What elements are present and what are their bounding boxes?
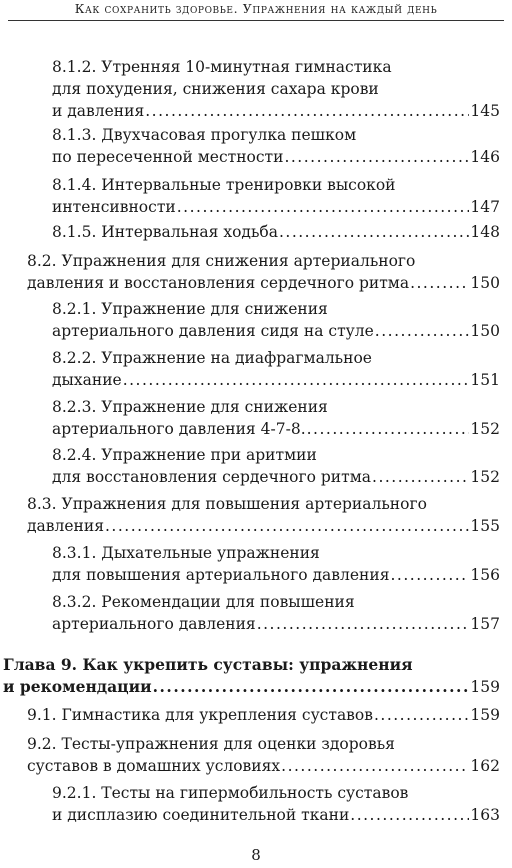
- leader-dots: [390, 564, 469, 586]
- running-header: [0, 0, 512, 22]
- toc-page-number: 151: [470, 371, 500, 389]
- toc-entry-8-1-3[interactable]: [52, 124, 500, 168]
- toc-page-number: 148: [470, 223, 500, 241]
- leader-dots: [307, 418, 470, 440]
- chapter-heading: Глава 9. Как укрепить суставы: упражнения: [3, 655, 413, 674]
- leader-dots: [153, 676, 470, 698]
- toc-entry-8-2-4[interactable]: [52, 444, 500, 488]
- toc-entry-8-1-2[interactable]: [52, 56, 500, 122]
- toc-entry-8-2-1[interactable]: [52, 298, 500, 342]
- toc-entry-text: артериального давления: [52, 615, 256, 633]
- header-divider: [8, 20, 504, 21]
- toc-entry-text: артериального давления 4-7-8.: [52, 420, 306, 438]
- toc-page-number: 157: [470, 615, 500, 633]
- toc-page-number: 162: [470, 757, 500, 775]
- toc-entry-text: давления и восстановления сердечного ритма: [27, 274, 410, 292]
- toc-page-number: 159: [470, 678, 500, 696]
- page-number: 8: [251, 846, 261, 864]
- toc-page-number: 152: [470, 468, 500, 486]
- toc-entry-text: 9.1. Гимнастика для укрепления суставов: [27, 706, 373, 724]
- toc-entry-text: интенсивности: [52, 198, 176, 216]
- chapter-heading: и рекомендации: [3, 677, 152, 696]
- toc-page-number: 163: [470, 806, 500, 824]
- toc-entry-text: 8.2.4. Упражнение при аритмии: [52, 446, 317, 464]
- toc-entry-8-3-2[interactable]: [52, 591, 500, 635]
- toc-page-number: 147: [470, 198, 500, 216]
- toc-entry-text: и дисплазию соединительной ткани: [52, 806, 350, 824]
- toc-entry-text: для восстановления сердечного ритма: [52, 468, 372, 486]
- leader-dots: [105, 515, 469, 537]
- leader-dots: [375, 320, 470, 342]
- running-title: Как сохранить здоровье. Упражнения на каждый день: [74, 1, 438, 16]
- toc-entry-text: по пересеченной местности: [52, 148, 284, 166]
- toc-page-number: 159: [470, 706, 500, 724]
- toc-entry-text: 8.2.2. Упражнение на диафрагмальное: [52, 349, 372, 367]
- toc-page-number: 156: [470, 566, 500, 584]
- toc-page-number: 146: [470, 148, 500, 166]
- toc-entry-text: 8.3. Упражнения для повышения артериального: [27, 495, 427, 513]
- toc-entry-text: артериального давления сидя на стуле: [52, 322, 374, 340]
- toc-entry-text: 9.2.1. Тесты на гипермобильность суставов: [52, 784, 409, 802]
- toc-entry-8-1-4[interactable]: [52, 174, 500, 218]
- toc-entry-8-3[interactable]: [27, 493, 500, 537]
- toc-page-number: 150: [470, 322, 500, 340]
- toc-entry-text: 8.2.1. Упражнение для снижения: [52, 300, 328, 318]
- toc-entry-9-1[interactable]: [27, 704, 500, 726]
- toc-entry-8-2-2[interactable]: [52, 347, 500, 391]
- toc-entry-text: 8.3.2. Рекомендации для повышения: [52, 593, 355, 611]
- leader-dots: [374, 704, 469, 726]
- toc-entry-8-1-5[interactable]: [52, 221, 500, 243]
- toc-entry-text: 8.1.5. Интервальная ходьба: [52, 223, 278, 241]
- toc-entry-text: 8.1.2. Утренняя 10-минутная гимнастика: [52, 58, 392, 76]
- toc-entry-text: 8.1.4. Интервальные тренировки высокой: [52, 176, 396, 194]
- toc-page-number: 152: [470, 420, 500, 438]
- toc-entry-text: 8.1.3. Двухчасовая прогулка пешком: [52, 126, 357, 144]
- toc-entry-9-2[interactable]: [27, 733, 500, 777]
- leader-dots: [257, 613, 470, 635]
- toc-entry-9-2-1[interactable]: [52, 782, 500, 826]
- toc-page-number: 155: [470, 517, 500, 535]
- leader-dots: [279, 221, 469, 243]
- leader-dots: [281, 755, 469, 777]
- toc-entry-8-2[interactable]: [27, 250, 500, 294]
- leader-dots: [145, 100, 469, 122]
- toc-entry-8-3-1[interactable]: [52, 542, 500, 586]
- toc-entry-text: 9.2. Тесты-упражнения для оценки здоровья: [27, 735, 395, 753]
- toc-entry-text: 8.3.1. Дыхательные упражнения: [52, 544, 320, 562]
- leader-dots: [123, 369, 470, 391]
- toc-entry-text: давления: [27, 517, 104, 535]
- toc-chapter-9[interactable]: [3, 654, 500, 698]
- toc-entry-text: и давления: [52, 102, 145, 120]
- toc-entry-text: для повышения артериального давления: [52, 566, 390, 584]
- toc-entry-text: 8.2. Упражнения для снижения артериального: [27, 252, 416, 270]
- toc-entry-text: 8.2.3. Упражнение для снижения: [52, 398, 328, 416]
- leader-dots: [410, 272, 469, 294]
- leader-dots: [350, 804, 469, 826]
- leader-dots: [284, 146, 469, 168]
- leader-dots: [177, 196, 470, 218]
- toc-entry-8-2-3[interactable]: [52, 396, 500, 440]
- toc-page-number: 145: [470, 102, 500, 120]
- toc-entry-text: дыхание: [52, 371, 122, 389]
- toc-page-number: 150: [470, 274, 500, 292]
- toc-entry-text: для похудения, снижения сахара крови: [52, 80, 379, 98]
- leader-dots: [372, 466, 469, 488]
- toc-entry-text: суставов в домашних условиях: [27, 757, 281, 775]
